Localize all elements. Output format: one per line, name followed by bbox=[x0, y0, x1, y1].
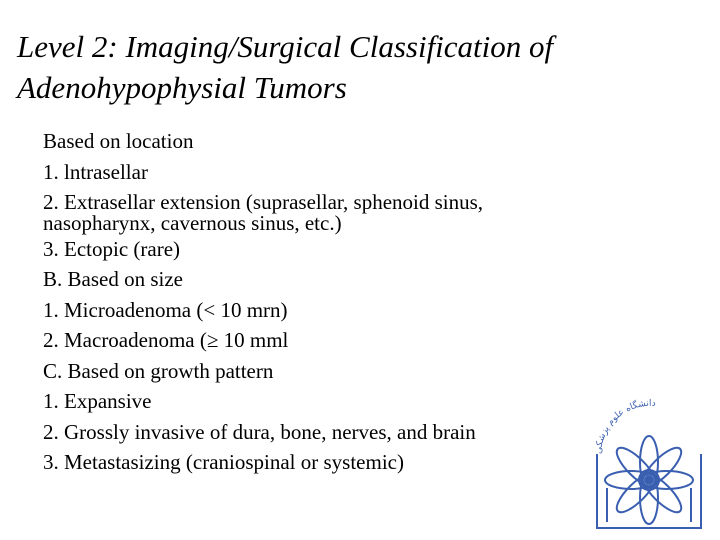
body-line: Based on location bbox=[43, 129, 194, 153]
title-line-2: Adenohypophysial Tumors bbox=[17, 70, 347, 105]
body-line: 1. lntrasellar bbox=[43, 159, 148, 184]
slide-title bbox=[17, 26, 707, 108]
body-line: 2. Extrasellar extension (suprasellar, sphenoid sinus, bbox=[43, 190, 484, 214]
body-line: B. Based on size bbox=[43, 267, 183, 291]
body-line: 2. Macroadenoma (≥ 10 mml bbox=[43, 328, 289, 352]
body-line: 2. Grossly invasive of dura, bone, nerves, and brain bbox=[43, 419, 476, 444]
slide-body bbox=[43, 126, 603, 478]
logo-arc-text: دانشگاه علوم پزشکی bbox=[593, 398, 656, 455]
body-line: C. Based on growth pattern bbox=[43, 358, 274, 383]
title-line-1: Level 2: Imaging/Surgical Classification of bbox=[17, 29, 554, 64]
body-line: 3. Ectopic (rare) bbox=[43, 236, 181, 261]
body-line: nasopharynx, cavernous sinus, etc.) bbox=[43, 210, 342, 235]
body-line: 1. Microadenoma (< 10 mrn) bbox=[43, 297, 288, 322]
university-seal-logo bbox=[583, 392, 713, 532]
body-line: 1. Expansive bbox=[43, 389, 152, 413]
body-line: 3. Metastasizing (craniospinal or systemic) bbox=[43, 450, 404, 474]
